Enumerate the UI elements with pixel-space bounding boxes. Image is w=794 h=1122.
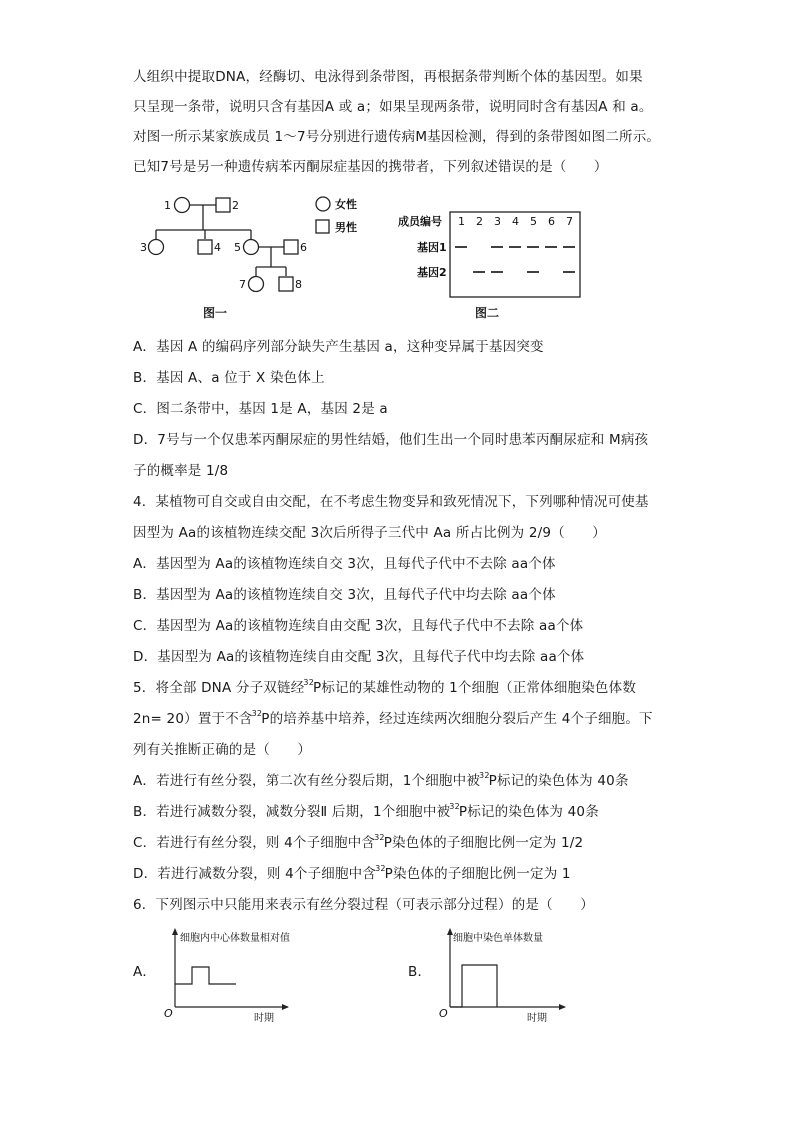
member-label-7: 7 xyxy=(239,278,246,291)
intro-line-1: 人组织中提取DNA，经酶切、电泳得到条带图，再根据条带判断个体的基因型。如果 xyxy=(133,69,643,85)
centrosome-step-line xyxy=(175,967,236,984)
q4-option-b: B．基因型为 Aa的该植物连续自交 3次，且每代子代中均去除 aa个体 xyxy=(133,587,556,603)
q6-b-xlabel: 时期 xyxy=(527,1013,547,1024)
pedigree-figure xyxy=(138,190,388,300)
q6-a-ylabel: 细胞内中心体数量相对值 xyxy=(180,933,290,944)
q5-stem-line-2: 2n= 20）置于不含$^{32}$P的培养基中培养，经过连续两次细胞分裂后产生 4个子细胞。下 xyxy=(133,709,653,727)
member-5-female xyxy=(244,240,259,255)
q6-graph-a xyxy=(160,925,290,1025)
member-4-male xyxy=(198,240,212,254)
member-label-1: 1 xyxy=(164,199,171,212)
member-label-3: 3 xyxy=(140,241,147,254)
member-number-2: 2 xyxy=(476,215,483,228)
member-6-male xyxy=(284,240,298,254)
member-number-1: 1 xyxy=(458,215,465,228)
legend-female-label: 女性 xyxy=(335,198,357,211)
member-label-4: 4 xyxy=(214,241,221,254)
q6-a-origin: O xyxy=(164,1007,173,1020)
q4-stem-line-2: 因型为 Aa的该植物连续交配 3次后所得子三代中 Aa 所占比例为 2/9（ ） xyxy=(133,525,606,541)
figure-1-caption: 图一 xyxy=(203,306,228,320)
q3-option-d-line-1: D．7号与一个仅患苯丙酮尿症的男性结婚，他们生出一个同时患苯丙酮尿症和 M病孩 xyxy=(133,432,649,448)
intro-line-2: 只呈现一条带，说明只含有基因A 或 a；如果呈现两条带，说明同时含有基因A 和 a。 xyxy=(133,99,653,115)
member-number-header: 成员编号 xyxy=(398,215,442,228)
member-2-male xyxy=(216,198,230,212)
legend-female-icon xyxy=(316,197,330,211)
q5-stem-line-3: 列有关推断正确的是（ ） xyxy=(133,742,312,758)
figure-2-caption: 图二 xyxy=(475,306,500,320)
legend-male-icon xyxy=(316,220,329,233)
q6-b-origin: O xyxy=(439,1007,448,1020)
q4-option-d: D．基因型为 Aa的该植物连续自由交配 3次，且每代子代中均去除 aa个体 xyxy=(133,649,585,665)
member-number-4: 4 xyxy=(512,215,519,228)
intro-line-4: 已知7号是另一种遗传病苯丙酮尿症基因的携带者，下列叙述错误的是（ ） xyxy=(133,159,608,175)
q4-option-a: A．基因型为 Aa的该植物连续自交 3次，且每代子代中不去除 aa个体 xyxy=(133,556,556,572)
q5-option-c: C．若进行有丝分裂，则 4个子细胞中含$^{32}$P染色体的子细胞比例一定为 1/2 xyxy=(133,833,584,851)
q6-stem: 6．下列图示中只能用来表示有丝分裂过程（可表示部分过程）的是（ ） xyxy=(133,897,594,913)
gene1-label: 基因1 xyxy=(417,241,447,254)
q5-option-a: A．若进行有丝分裂，第二次有丝分裂后期，1个细胞中被$^{32}$P标记的染色体为 40条 xyxy=(133,771,629,789)
chromatid-step-line xyxy=(450,965,497,1007)
q4-option-c: C．基因型为 Aa的该植物连续自由交配 3次，且每代子代中不去除 aa个体 xyxy=(133,618,584,634)
q6-graph-b xyxy=(435,925,575,1025)
member-7-female xyxy=(249,277,264,292)
member-label-5: 5 xyxy=(234,241,241,254)
q5-option-b: B．若进行减数分裂，减数分裂Ⅱ 后期，1个细胞中被$^{32}$P标记的染色体为 40条 xyxy=(133,802,599,820)
q3-option-c: C．图二条带中，基因 1是 A，基因 2是 a xyxy=(133,401,388,417)
member-label-6: 6 xyxy=(300,241,307,254)
q3-option-a: A．基因 A 的编码序列部分缺失产生基因 a，这种变异属于基因突变 xyxy=(133,339,544,355)
q3-option-d-line-2: 子的概率是 1/8 xyxy=(133,463,229,479)
member-number-3: 3 xyxy=(494,215,501,228)
q6-option-b-label: B． xyxy=(408,964,432,980)
q5-option-d: D．若进行减数分裂，则 4个子细胞中含$^{32}$P染色体的子细胞比例一定为 1 xyxy=(133,864,571,882)
member-number-6: 6 xyxy=(548,215,555,228)
member-3-female xyxy=(149,240,164,255)
gene2-label: 基因2 xyxy=(417,266,447,279)
member-label-8: 8 xyxy=(295,278,302,291)
legend-male-label: 男性 xyxy=(335,221,357,234)
member-label-2: 2 xyxy=(232,199,239,212)
q4-stem-line-1: 4．某植物可自交或自由交配，在不考虑生物变异和致死情况下，下列哪种情况可使基 xyxy=(133,494,649,510)
member-number-7: 7 xyxy=(566,215,573,228)
q6-a-xlabel: 时期 xyxy=(254,1013,274,1024)
q6-option-a-label: A． xyxy=(133,964,157,980)
member-8-male xyxy=(279,277,293,291)
band-figure xyxy=(392,200,588,300)
member-1-female xyxy=(175,198,190,213)
q5-stem-line-1: 5．将全部 DNA 分子双链经$^{32}$P标记的某雄性动物的 1个细胞（正常体细胞染色体数 xyxy=(133,678,637,696)
q6-b-ylabel: 细胞中染色单体数量 xyxy=(453,933,543,944)
intro-line-3: 对图一所示某家族成员 1～7号分别进行遗传病M基因检测，得到的条带图如图二所示。 xyxy=(133,129,661,145)
q3-option-b: B．基因 A、a 位于 X 染色体上 xyxy=(133,370,325,386)
member-number-5: 5 xyxy=(530,215,537,228)
